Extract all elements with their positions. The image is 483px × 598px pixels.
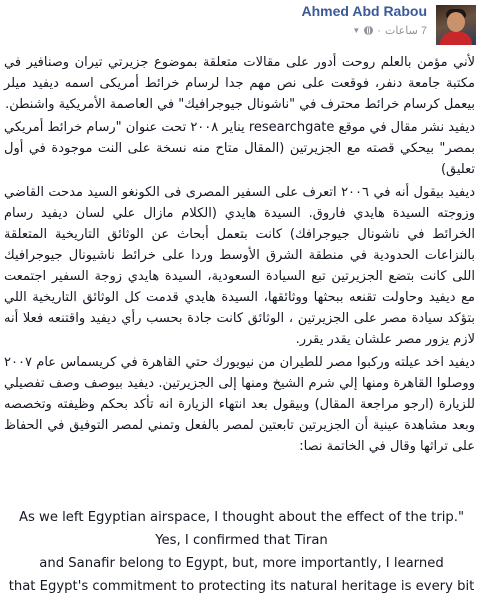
post-header bbox=[0, 0, 483, 52]
paragraph: لأني مؤمن بالعلم روحت أدور على مقالات متعلقة بموضوع جزيرتي تيران وصنافير في مكتبة جامعة دنفر، فوقعت على نص مهم جدا لرسام خرائط أمريكى اسمه ديفيد ميلر بيعمل كرسام خرائط محترف في "ناشونال جيوجرافيك" في العاصمة الأمريكية واشنطن. bbox=[4, 55, 475, 112]
author-name[interactable]: Ahmed Abd Rabou bbox=[301, 3, 427, 19]
english-quote bbox=[8, 506, 475, 598]
post-meta bbox=[352, 24, 427, 37]
paragraph: ديفيد بيقول أنه في ٢٠٠٦ اتعرف على السفير المصرى فى الكونغو السيد مدحت القاضي وزوجته السيدة هايدي فاروق. السيدة هايدي (الكلام مازال علي لسان ديفيد رسام الخرائط في ناشونال جيوجرافك) كانت بتعمل أبحاث عن الوثائق التاريخية المتعلقة بالنزاعات الحدودية في منطقة الشرق الأوسط وردا على خرائط ناشيونال جيوجرافيك اللى كانت بتضع الجزيرتين تبع السيادة السعودية، السيدة هايدي زوجة السفير اجتمعت مع ديفيد وحاولت تقنعه ببحثها ووثائقها، السيدة هايدي قدمت كل الوثائق التاريخية اللي بتؤكد سيادة مصر على الجزيرتين ، الوثائق كانت جادة بحسب رأي ديفيد واقتنعه فعلا أنه لازم يزور مصر علشان يقدر يقرر. bbox=[4, 185, 475, 347]
paragraph: ديفيد نشر مقال في موقع researchgate يناير ٢٠٠٨ تحت عنوان "رسام خرائط أمريكي بمصر" بيحكي قصته مع الجزيرتين (المقال متاح منه نسخة على النت موجودة في أول تعليق) bbox=[4, 120, 476, 177]
timestamp[interactable]: 7 ساعات bbox=[384, 25, 427, 37]
separator-dot: · bbox=[377, 24, 381, 37]
globe-icon[interactable] bbox=[364, 26, 373, 35]
quote-line: and Sanafir belong to Egypt, but, more importantly, I learned bbox=[39, 556, 444, 571]
chevron-down-icon[interactable]: ▼ bbox=[352, 26, 361, 35]
quote-line: Yes, I confirmed that Tiran bbox=[155, 533, 328, 548]
post-body bbox=[4, 52, 475, 459]
avatar[interactable] bbox=[436, 5, 476, 45]
quote-line: that Egypt's commitment to protecting its natural heritage is every bit bbox=[8, 579, 475, 594]
paragraph: ديفيد اخد عيلته وركبوا مصر للطيران من نيويورك حتي القاهرة في كريسماس عام ٢٠٠٧ ووصلوا القاهرة ومنها إلي شرم الشيخ ومنها إلى الجزيرتين. ديفيد بيوصف وصف تفصيلي للزيارة (ارجو مراجعة المقال) وبيقول بعد انتهاء الزيارة انه تأكد بحكم وظيفته وتخصصه وبعد مشاهدة عينية أن الجزيرتين تابعتين لمصر بالفعل وتمني لمصر التوفيق في الحفاظ على تراثها وقال في الخاتمة نصا: bbox=[4, 355, 475, 454]
quote-line: As we left Egyptian airspace, I thought about the effect of the trip." bbox=[18, 510, 465, 525]
